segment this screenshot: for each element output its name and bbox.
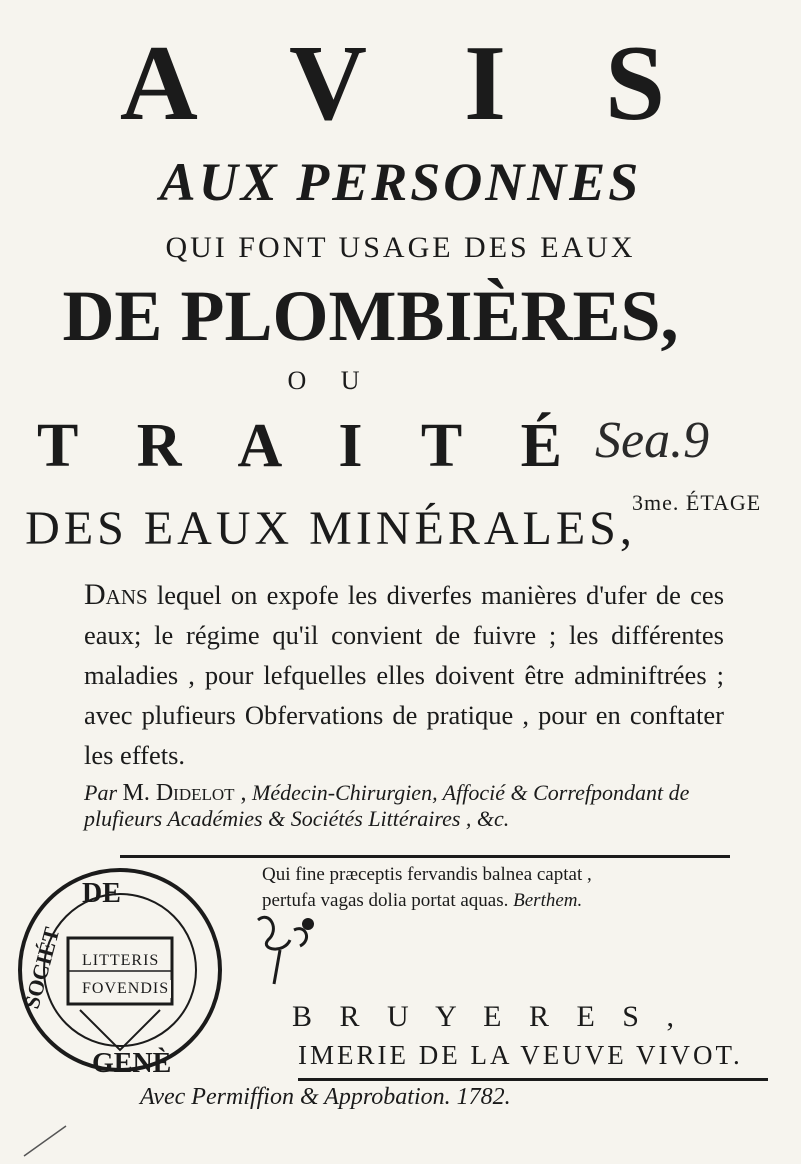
- usage-line: QUI FONT USAGE DES EAUX: [165, 231, 636, 264]
- emblem-bottom-text: GENÈ: [92, 1048, 172, 1079]
- pencil-mark-icon: [20, 1120, 70, 1160]
- emblem-top-text: DE: [82, 878, 121, 909]
- traite-title: T R A I T É: [36, 412, 585, 480]
- epigraph-line-1: Qui fine præceptis fervandis balnea captat ,: [262, 864, 592, 885]
- emblem-motto-1: LITTERIS: [82, 952, 160, 969]
- imprint-permission: Avec Permiffion & Approbation. 1782.: [140, 1084, 511, 1110]
- society-emblem: [10, 860, 280, 1080]
- author-block: [84, 780, 734, 832]
- divider-rule: [120, 855, 730, 858]
- shelf-stamp: 3me. ÉTAGE: [632, 490, 762, 515]
- emblem-left-text: SOCIÉT: [18, 924, 65, 1012]
- imprint-city: B R U Y E R E S ,: [292, 1000, 684, 1033]
- author-credentials: Médecin-Chirurgien, Affocié & Correfpondant de plufieurs Académies & Sociétés Littéraires , &c.: [84, 780, 690, 831]
- place-title: DE PLOMBIÈRES,: [62, 276, 679, 356]
- author-prefix: Par: [84, 780, 117, 805]
- mineral-waters-title: DES EAUX MINÉRALES,: [25, 502, 636, 555]
- epigraph-author: Berthem.: [513, 890, 583, 911]
- description-paragraph: [84, 575, 724, 775]
- subtitle: AUX PERSONNES: [159, 152, 642, 212]
- imprint-printer: IMERIE DE LA VEUVE VIVOT.: [298, 1040, 743, 1070]
- emblem-seal-icon: [10, 860, 280, 1080]
- epigraph: [262, 862, 752, 914]
- imprint-divider: [298, 1078, 768, 1081]
- conjunction-line: O U: [287, 366, 374, 395]
- handwritten-note: Sea.9: [595, 412, 710, 469]
- description-lead: Dans: [84, 578, 148, 611]
- main-title: A V I S: [119, 24, 702, 143]
- printer-monogram-icon: [250, 910, 320, 998]
- author-name: M. Didelot ,: [122, 780, 247, 806]
- description-text: lequel on expofe les diverfes manières d'ufer de ces eaux; le régime qu'il convient de fuivre ; les différentes maladies , pour lefquelles elles doivent être adminiftrées ; avec plufieurs Obfervations de pratique , pour en conftater les effets.: [84, 580, 725, 770]
- epigraph-line-2: pertufa vagas dolia portat aquas.: [262, 890, 509, 911]
- emblem-motto-2: FOVENDIS: [82, 980, 170, 997]
